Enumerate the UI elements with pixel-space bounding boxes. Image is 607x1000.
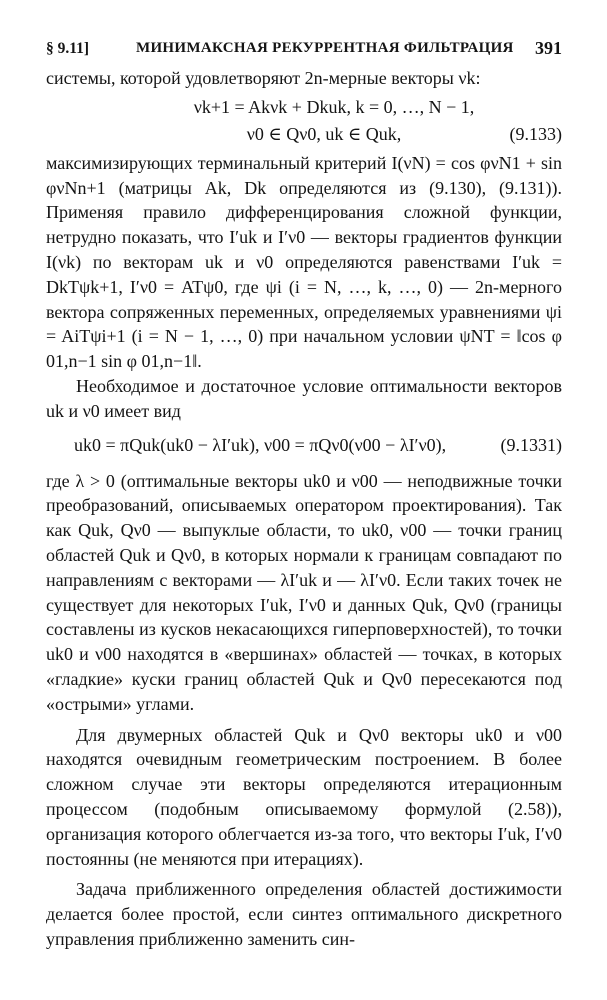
equation-9-133-1 <box>46 432 562 459</box>
equation-line-1: νk+1 = Akνk + Dkuk, k = 0, …, N − 1, <box>193 96 475 117</box>
equation-number: (9.1331) <box>500 434 562 455</box>
paragraph-2: максимизирующих терминальный критерий I(νN) = cos φνN1 + sin φνNn+1 (матрицы Ak, Dk определяются из (9.130), (9.131)). Применяя правило дифференцирования сложной функции, нетрудно показать, что I′uk и I′ν0 — векторы градиентов функции I(νk) по векторам uk и ν0 определяются равенствами I′uk = DkTψk+1, I′ν0 = ATψ0, где ψi (i = N, …, k, …, 0) — 2n-мерного вектора сопряженных переменных, определяемых уравнениями ψi = AiTψi+1 (i = N − 1, …, 0) при начальном условии ψNT = ‖cos φ 01,n−1 sin φ 01,n−1‖. <box>46 152 562 372</box>
paragraph-4: где λ > 0 (оптимальные векторы uk0 и ν00 — неподвижные точки преобразований, описываемых оператором проектирования). Так как Quk, Qν0 — выпуклые области, то uk0, ν00 — точки границ областей Quk и Qν0, в которых нормали к границам совпадают по направлениям с векторами — λI′uk и — λI′ν0. Если таких точек не существует для некоторых I′uk, I′ν0 и данных Quk, Qν0 (границы составлены из кусков некасающихся гиперповерхностей), то точки uk0 и ν00 находятся в «вершинах» областей — точках, в которых «гладкие» куски границ областей Quk и Qν0 пересекаются под «острыми» углами. <box>46 470 562 714</box>
paragraph-3: Необходимое и достаточное условие оптимальности векторов uk и ν0 имеет вид <box>46 375 562 421</box>
running-header <box>46 38 562 66</box>
paragraph-1: системы, которой удовлетворяют 2n-мерные векторы νk: <box>46 68 481 88</box>
section-number: § 9.11] <box>46 40 90 57</box>
equation-line: uk0 = πQuk(uk0 − λI′uk), ν00 = πQν0(ν00 − λI′ν0), <box>74 434 447 455</box>
chapter-title: МИНИМАКСНАЯ РЕКУРРЕНТНАЯ ФИЛЬТРАЦИЯ <box>136 40 514 56</box>
paragraph-5: Для двумерных областей Quk и Qν0 векторы uk0 и ν00 находятся очевидным геометрическим построением. В более сложном случае эти векторы определяются итерационным процессом (подобным описываемому формулой (2.58)), организация которого облегчается из-за того, что векторы I′uk, I′ν0 постоянны (не меняются при итерациях). <box>46 724 562 869</box>
equation-9-133 <box>46 94 562 148</box>
paragraph-6: Задача приближенного определения областей достижимости делается более простой, если синтез оптимального дискретного управления приближенно заменить син- <box>46 879 562 949</box>
equation-number: (9.133) <box>509 123 562 144</box>
equation-line-2: ν0 ∈ Qν0, uk ∈ Quk, <box>246 123 402 144</box>
page-number: 391 <box>535 38 562 58</box>
